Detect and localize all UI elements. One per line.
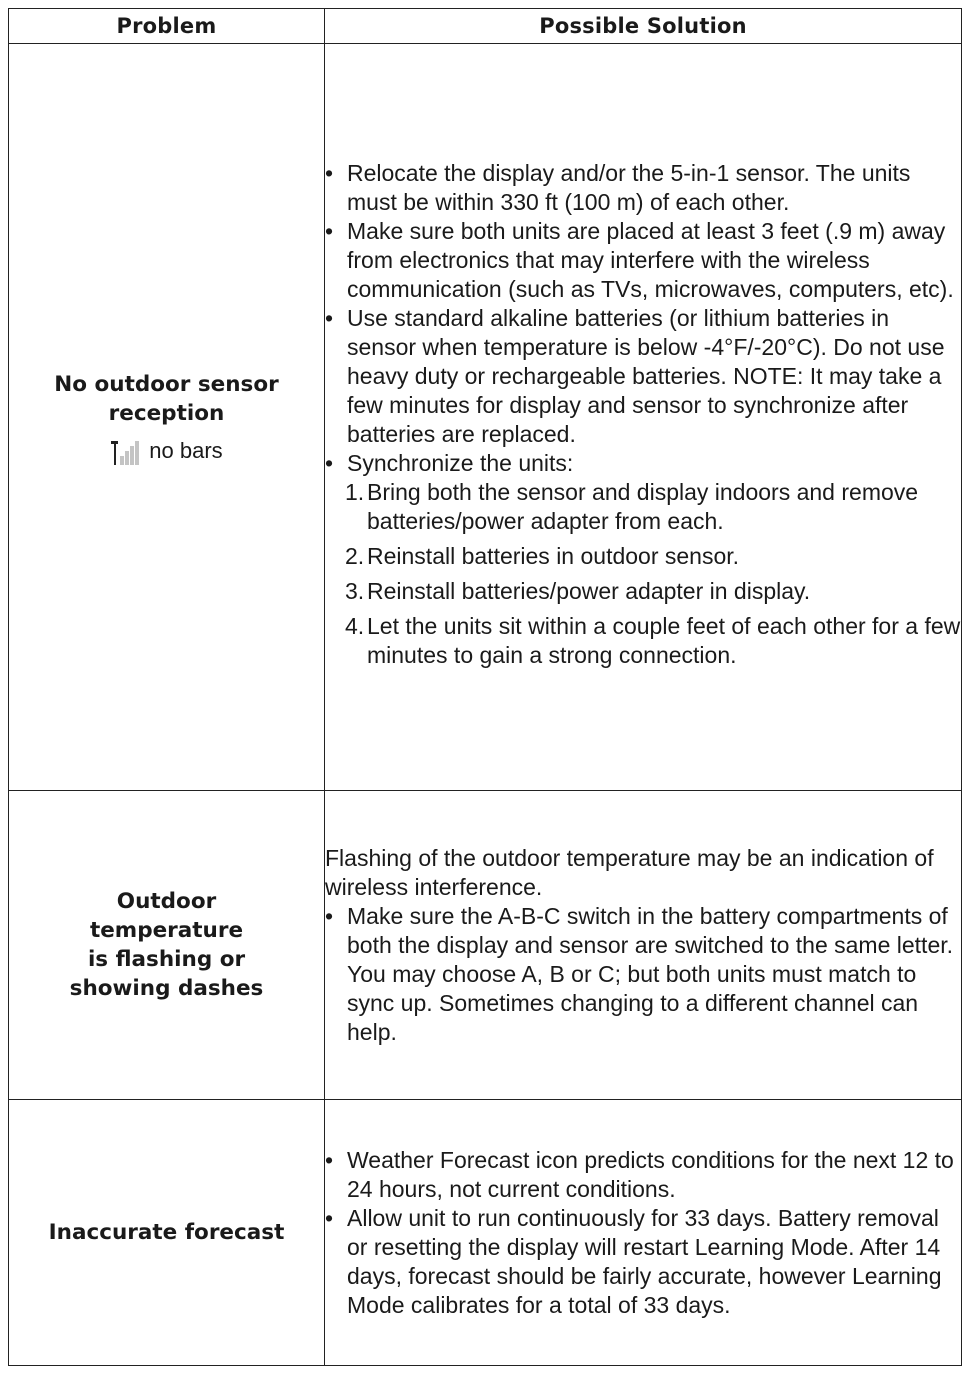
problem-cell <box>9 1100 325 1366</box>
solution-cell <box>325 791 962 1100</box>
problem-title: Inaccurate forecast <box>48 1220 285 1245</box>
step-item: 1. Bring both the sensor and display indoors and remove batteries/power adapter from each. <box>345 478 919 534</box>
solution-intro: Flashing of the outdoor temperature may be an indication of wireless interference. <box>325 844 934 900</box>
step-item: 3. Reinstall batteries/power adapter in display. <box>345 577 811 604</box>
list-item: • Allow unit to run continuously for 33 days. Battery removal or resetting the display will restart Learning Mode. After 14 days, forecast should be fairly accurate, however Learning Mode calibrates for a total of 33 days. <box>325 1204 961 1320</box>
signal-label: no bars <box>149 437 223 463</box>
solution-list <box>325 1146 961 1320</box>
table-row <box>9 44 962 791</box>
solution-header: Possible Solution <box>325 9 962 44</box>
problem-header: Problem <box>9 9 325 44</box>
table-row <box>9 791 962 1100</box>
sync-steps <box>325 478 961 670</box>
problem-title: Outdoor temperature is flashing or showing dashes <box>69 889 264 1001</box>
list-item: • Make sure both units are placed at least 3 feet (.9 m) away from electronics that may interfere with the wireless communication (such as TVs, microwaves, computers, etc). <box>325 217 961 304</box>
list-item: • Use standard alkaline batteries (or lithium batteries in sensor when temperature is below -4°F/-20°C). Do not use heavy duty or rechargeable batteries. NOTE: It may take a few minutes for display and sensor to synchronize after batteries are replaced. <box>325 304 961 449</box>
problem-title: No outdoor sensor reception <box>54 371 279 426</box>
solution-list <box>325 159 961 478</box>
table-row <box>9 1100 962 1366</box>
problem-cell <box>9 44 325 791</box>
problem-cell <box>9 791 325 1100</box>
list-item: • Synchronize the units: <box>325 449 961 478</box>
header-row <box>9 9 962 44</box>
signal-strength-icon <box>110 441 139 465</box>
list-item: • Relocate the display and/or the 5-in-1 sensor. The units must be within 330 ft (100 m) of each other. <box>325 159 961 217</box>
list-item: • Weather Forecast icon predicts conditions for the next 12 to 24 hours, not current conditions. <box>325 1146 961 1204</box>
solution-cell <box>325 44 962 791</box>
solution-cell <box>325 1100 962 1366</box>
signal-indicator <box>9 436 324 465</box>
step-item: 2. Reinstall batteries in outdoor sensor. <box>345 542 740 569</box>
step-item: 4. Let the units sit within a couple feet of each other for a few minutes to gain a strong connection. <box>345 612 961 668</box>
solution-list <box>325 902 961 1047</box>
list-item: • Make sure the A-B-C switch in the battery compartments of both the display and sensor are switched to the same letter. You may choose A, B or C; but both units must match to sync up. Sometimes changing to a different channel can help. <box>325 902 961 1047</box>
troubleshooting-table <box>8 8 962 1366</box>
